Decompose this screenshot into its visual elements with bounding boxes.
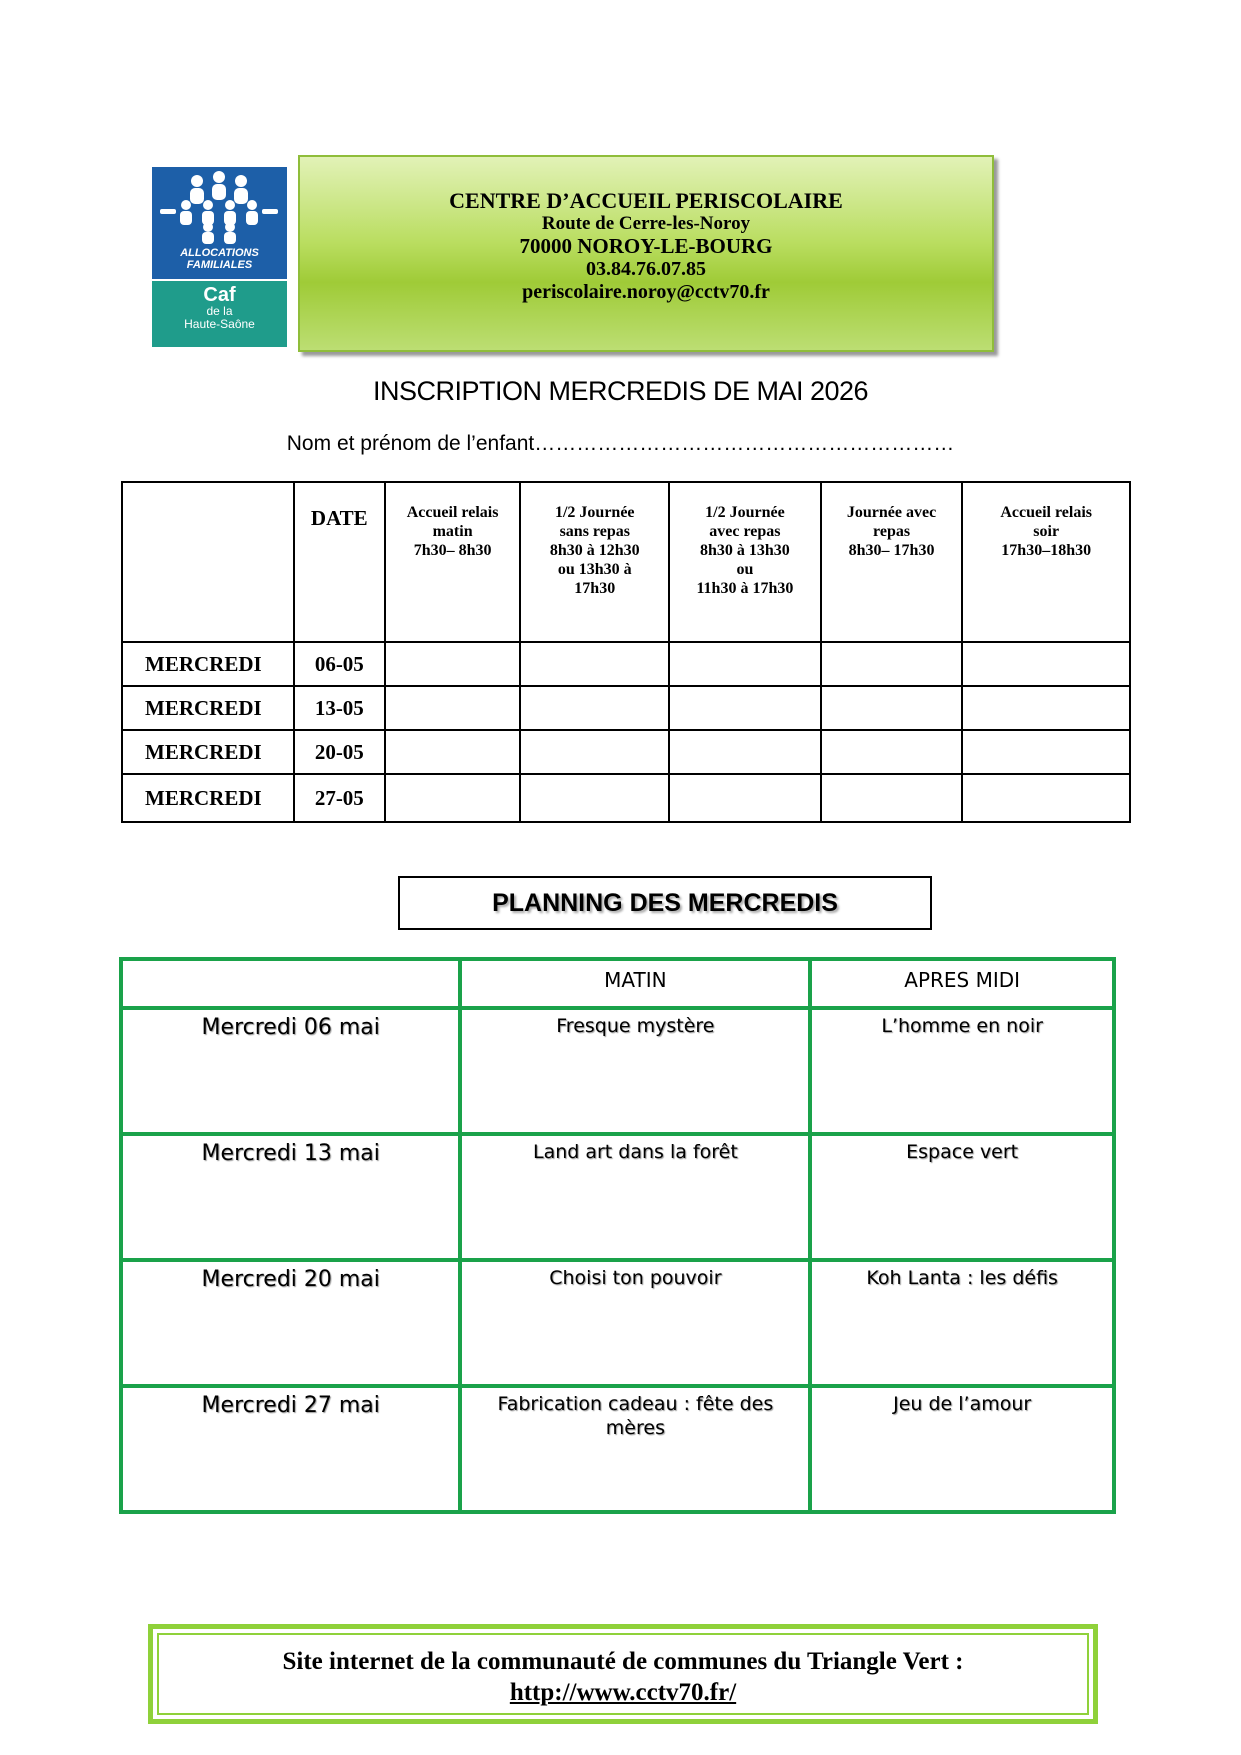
checkbox-cell-demi-sans-repas[interactable] xyxy=(520,686,669,730)
row-date: 20-05 xyxy=(294,730,385,774)
row-date: 27-05 xyxy=(294,774,385,822)
logo-sub1: de la xyxy=(206,304,233,318)
website-footer xyxy=(148,1624,1098,1724)
header-matin: MATIN xyxy=(460,959,810,1008)
planning-apres-midi-activity: Koh Lanta : les défis xyxy=(810,1260,1114,1386)
planning-row xyxy=(121,1386,1114,1512)
checkbox-cell-accueil-matin[interactable] xyxy=(385,774,521,822)
checkbox-cell-journee[interactable] xyxy=(821,642,963,686)
logo-sub2: Haute-Saône xyxy=(184,317,255,331)
checkbox-cell-demi-avec-repas[interactable] xyxy=(669,642,821,686)
checkbox-cell-accueil-matin[interactable] xyxy=(385,686,521,730)
checkbox-cell-accueil-soir[interactable] xyxy=(962,686,1130,730)
header-contact-box xyxy=(298,155,994,352)
header-demi-journee-sans-repas: 1/2 Journée sans repas 8h30 à 12h30 ou 13h30 à 17h30 xyxy=(520,482,669,642)
planning-matin-activity: Choisi ton pouvoir xyxy=(460,1260,810,1386)
row-day: MERCREDI xyxy=(122,686,294,730)
header-journee-avec-repas: Journée avec repas 8h30– 17h30 xyxy=(821,482,963,642)
planning-matin-activity: Fabrication cadeau : fête des mères xyxy=(460,1386,810,1512)
empty-header-cell xyxy=(122,482,294,642)
planning-header-row xyxy=(121,959,1114,1008)
planning-row xyxy=(121,1260,1114,1386)
center-street: Route de Cerre-les-Noroy xyxy=(541,213,751,234)
checkbox-cell-demi-sans-repas[interactable] xyxy=(520,774,669,822)
planning-day: Mercredi 27 mai xyxy=(121,1386,460,1512)
empty-header-cell xyxy=(121,959,460,1008)
checkbox-cell-accueil-soir[interactable] xyxy=(962,642,1130,686)
checkbox-cell-accueil-soir[interactable] xyxy=(962,730,1130,774)
inscription-row xyxy=(122,774,1130,822)
checkbox-cell-demi-avec-repas[interactable] xyxy=(669,774,821,822)
checkbox-cell-demi-sans-repas[interactable] xyxy=(520,642,669,686)
checkbox-cell-accueil-matin[interactable] xyxy=(385,642,521,686)
checkbox-cell-demi-sans-repas[interactable] xyxy=(520,730,669,774)
planning-day: Mercredi 20 mai xyxy=(121,1260,460,1386)
row-date: 06-05 xyxy=(294,642,385,686)
logo-caf-panel xyxy=(152,281,287,347)
family-figures-icon xyxy=(152,167,287,247)
caf-logo xyxy=(152,167,287,347)
logo-text-allocations: ALLOCATIONS FAMILIALES xyxy=(180,247,259,271)
inscription-row xyxy=(122,686,1130,730)
checkbox-cell-demi-avec-repas[interactable] xyxy=(669,730,821,774)
inscription-row xyxy=(122,642,1130,686)
logo-brand: Caf xyxy=(203,284,236,306)
inscription-row xyxy=(122,730,1130,774)
header-apres-midi: APRES MIDI xyxy=(810,959,1114,1008)
planning-day: Mercredi 13 mai xyxy=(121,1134,460,1260)
center-name: CENTRE D’ACCUEIL PERISCOLAIRE xyxy=(449,188,843,213)
checkbox-cell-demi-avec-repas[interactable] xyxy=(669,686,821,730)
row-day: MERCREDI xyxy=(122,642,294,686)
date-header: DATE xyxy=(294,482,385,642)
inscription-table xyxy=(121,481,1131,823)
planning-row xyxy=(121,1008,1114,1134)
planning-row xyxy=(121,1134,1114,1260)
child-name-field[interactable]: Nom et prénom de l’enfant…………………………………………………… xyxy=(286,432,955,455)
website-link[interactable]: http://www.cctv70.fr/ xyxy=(509,1679,737,1706)
checkbox-cell-accueil-matin[interactable] xyxy=(385,730,521,774)
planning-apres-midi-activity: L’homme en noir xyxy=(810,1008,1114,1134)
center-city: 70000 NOROY-LE-BOURG xyxy=(519,234,773,258)
inscription-header-row xyxy=(122,482,1130,642)
row-day: MERCREDI xyxy=(122,774,294,822)
planning-matin-activity: Land art dans la forêt xyxy=(460,1134,810,1260)
planning-apres-midi-activity: Espace vert xyxy=(810,1134,1114,1260)
center-email: periscolaire.noroy@cctv70.fr xyxy=(522,281,770,303)
page-title: INSCRIPTION MERCREDIS DE MAI 2026 xyxy=(372,376,869,406)
header-accueil-soir: Accueil relais soir 17h30–18h30 xyxy=(962,482,1130,642)
center-phone: 03.84.76.07.85 xyxy=(586,258,706,280)
planning-day: Mercredi 06 mai xyxy=(121,1008,460,1134)
planning-title: PLANNING DES MERCREDIS xyxy=(398,876,932,930)
planning-matin-activity: Fresque mystère xyxy=(460,1008,810,1134)
header-accueil-matin: Accueil relais matin 7h30– 8h30 xyxy=(385,482,521,642)
checkbox-cell-journee[interactable] xyxy=(821,686,963,730)
header-demi-journee-avec-repas: 1/2 Journée avec repas 8h30 à 13h30 ou 11h30 à 17h30 xyxy=(669,482,821,642)
checkbox-cell-journee[interactable] xyxy=(821,774,963,822)
planning-table xyxy=(119,957,1116,1514)
checkbox-cell-journee[interactable] xyxy=(821,730,963,774)
footer-text: Site internet de la communauté de communes du Triangle Vert : xyxy=(282,1648,964,1675)
logo-people-panel xyxy=(152,167,287,281)
row-date: 13-05 xyxy=(294,686,385,730)
checkbox-cell-accueil-soir[interactable] xyxy=(962,774,1130,822)
planning-apres-midi-activity: Jeu de l’amour xyxy=(810,1386,1114,1512)
row-day: MERCREDI xyxy=(122,730,294,774)
